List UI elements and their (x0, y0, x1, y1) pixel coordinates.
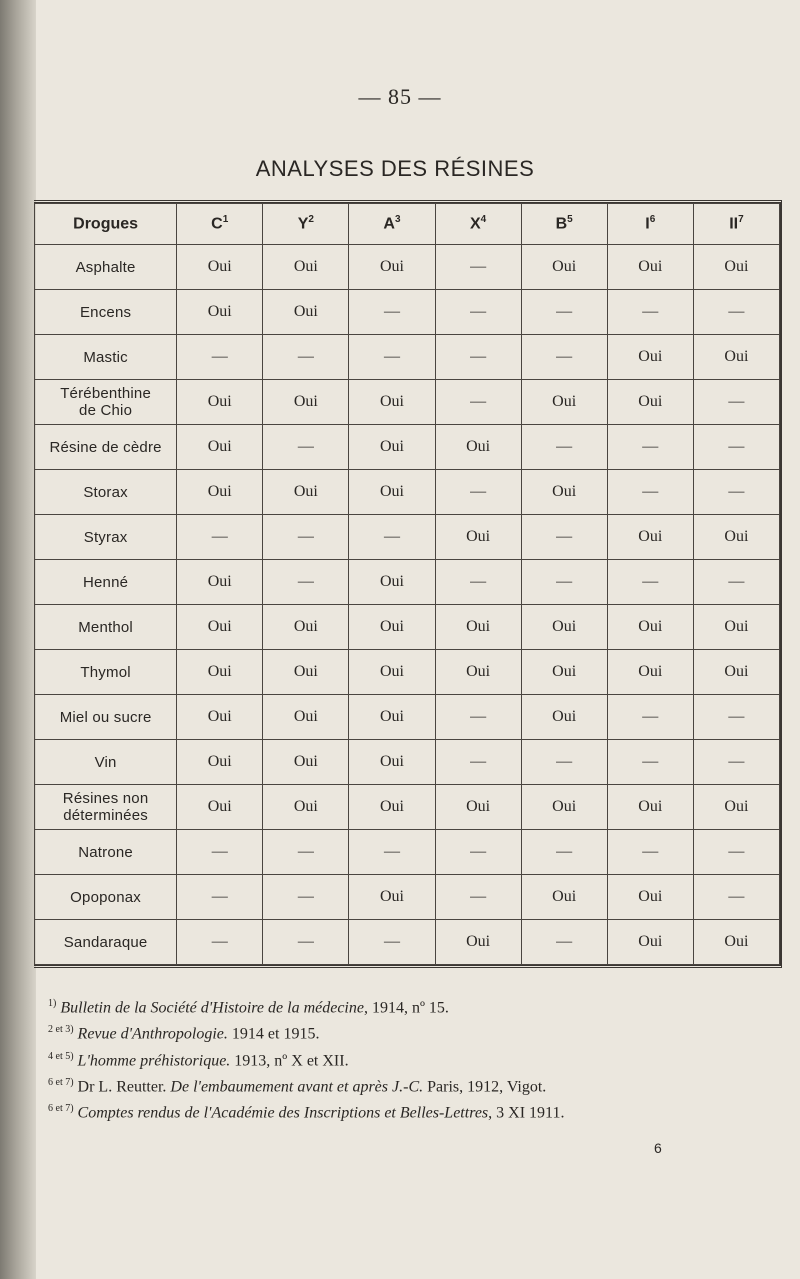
result-cell: — (177, 335, 263, 380)
result-cell: Oui (349, 875, 435, 920)
table-row (35, 380, 780, 425)
result-cell: — (435, 740, 521, 785)
table-row (35, 740, 780, 785)
result-cell: — (435, 695, 521, 740)
result-cell: — (349, 830, 435, 875)
result-cell: Oui (521, 605, 607, 650)
column-header-superscript: 1 (222, 214, 229, 226)
result-cell: — (435, 470, 521, 515)
table-row (35, 290, 780, 335)
column-header-ii7 (693, 204, 779, 245)
result-cell: — (349, 515, 435, 560)
result-cell: Oui (349, 695, 435, 740)
sheet-number: 6 (654, 1140, 662, 1156)
result-cell: — (263, 875, 349, 920)
result-cell: Oui (693, 605, 779, 650)
footnote (48, 1046, 768, 1072)
result-cell: Oui (349, 785, 435, 830)
footnote-detail: 1914 et 1915. (227, 1025, 320, 1043)
table-body (35, 245, 780, 965)
table-header-row (35, 204, 780, 245)
result-cell: Oui (349, 380, 435, 425)
result-cell: Oui (435, 425, 521, 470)
result-cell: — (435, 830, 521, 875)
result-cell: — (435, 335, 521, 380)
result-cell: — (521, 335, 607, 380)
table-row (35, 425, 780, 470)
table-row (35, 650, 780, 695)
result-cell: Oui (349, 560, 435, 605)
result-cell: — (521, 560, 607, 605)
drug-name-cell: Thymol (35, 650, 177, 695)
result-cell: Oui (521, 785, 607, 830)
result-cell: Oui (693, 785, 779, 830)
footnote-title: De l'embaumement avant et après J.-C. (170, 1078, 424, 1096)
result-cell: Oui (263, 470, 349, 515)
result-cell: — (607, 290, 693, 335)
footnote-mark: 4 et 5) (48, 1050, 74, 1062)
footnote (48, 1072, 768, 1098)
result-cell: Oui (263, 605, 349, 650)
result-cell: — (607, 470, 693, 515)
result-cell: Oui (263, 290, 349, 335)
table-row (35, 830, 780, 875)
result-cell: — (435, 290, 521, 335)
result-cell: Oui (177, 605, 263, 650)
column-header-superscript: 7 (738, 214, 744, 226)
footnote-mark: 1) (48, 998, 57, 1009)
result-cell: — (177, 875, 263, 920)
drug-name-cell: Henné (35, 560, 177, 605)
result-cell: Oui (349, 425, 435, 470)
footnote-mark: 6 et 7) (48, 1076, 74, 1088)
column-header-label: I (645, 215, 650, 233)
result-cell: Oui (435, 650, 521, 695)
table-row (35, 470, 780, 515)
result-cell: — (521, 920, 607, 965)
drug-name-cell: Térébenthine de Chio (35, 380, 177, 425)
result-cell: — (607, 560, 693, 605)
column-header-label: B (555, 215, 568, 233)
footnote (48, 1019, 768, 1045)
result-cell: Oui (177, 560, 263, 605)
result-cell: — (435, 380, 521, 425)
result-cell: — (349, 335, 435, 380)
result-cell: Oui (263, 245, 349, 290)
column-header-y2 (263, 204, 349, 245)
footnote-detail: , 3 XI 1911. (488, 1104, 565, 1122)
result-cell: Oui (435, 920, 521, 965)
result-cell: Oui (521, 245, 607, 290)
footnote-author: Dr L. Reutter. (77, 1078, 171, 1096)
column-header-label: X (469, 215, 481, 233)
result-cell: Oui (521, 470, 607, 515)
result-cell: Oui (177, 785, 263, 830)
footnote-title: Revue d'Anthropologie. (77, 1025, 228, 1043)
drug-name-cell: Menthol (35, 605, 177, 650)
drug-name-cell: Storax (35, 470, 177, 515)
column-header-x4 (435, 204, 521, 245)
result-cell: — (177, 830, 263, 875)
result-cell: Oui (607, 650, 693, 695)
result-cell: — (693, 470, 779, 515)
book-spine-shadow (0, 0, 36, 1279)
result-cell: Oui (607, 920, 693, 965)
result-cell: Oui (349, 245, 435, 290)
result-cell: — (521, 740, 607, 785)
column-header-superscript: 5 (567, 214, 573, 226)
result-cell: — (607, 695, 693, 740)
footnote (48, 1098, 768, 1124)
result-cell: Oui (177, 740, 263, 785)
result-cell: Oui (521, 695, 607, 740)
result-cell: — (435, 560, 521, 605)
table-row (35, 875, 780, 920)
result-cell: — (693, 740, 779, 785)
result-cell: — (263, 515, 349, 560)
result-cell: — (607, 830, 693, 875)
result-cell: Oui (693, 335, 779, 380)
drug-name-cell: Miel ou sucre (35, 695, 177, 740)
result-cell: — (521, 830, 607, 875)
result-cell: — (693, 560, 779, 605)
result-cell: Oui (521, 875, 607, 920)
result-cell: Oui (607, 515, 693, 560)
result-cell: Oui (607, 335, 693, 380)
result-cell: Oui (177, 245, 263, 290)
result-cell: — (693, 830, 779, 875)
result-cell: — (693, 875, 779, 920)
column-header-a3 (349, 204, 435, 245)
result-cell: — (263, 560, 349, 605)
result-cell: — (263, 920, 349, 965)
page-number: — 85 — (358, 84, 442, 109)
footnote-detail: , 1914, nº 15. (363, 999, 449, 1017)
result-cell: Oui (607, 245, 693, 290)
result-cell: Oui (349, 650, 435, 695)
table-row (35, 605, 780, 650)
result-cell: Oui (177, 695, 263, 740)
result-cell: — (349, 290, 435, 335)
result-cell: — (263, 425, 349, 470)
column-header-superscript: 3 (394, 214, 401, 226)
result-cell: Oui (607, 875, 693, 920)
result-cell: — (693, 380, 779, 425)
result-cell: — (693, 695, 779, 740)
result-cell: — (607, 425, 693, 470)
result-cell: — (693, 425, 779, 470)
drug-name-cell: Résine de cèdre (35, 425, 177, 470)
table-row (35, 920, 780, 965)
drug-name-cell: Sandaraque (35, 920, 177, 965)
footnote-detail: Paris, 1912, Vigot. (423, 1078, 547, 1096)
column-header-superscript: 6 (649, 214, 656, 226)
result-cell: — (607, 740, 693, 785)
table-row (35, 560, 780, 605)
column-header-drogues (35, 204, 177, 245)
result-cell: Oui (263, 695, 349, 740)
result-cell: — (349, 920, 435, 965)
result-cell: — (435, 245, 521, 290)
result-cell: — (177, 920, 263, 965)
footnote-detail: 1913, nº X et XII. (230, 1051, 349, 1069)
result-cell: Oui (177, 425, 263, 470)
result-cell: Oui (693, 515, 779, 560)
result-cell: Oui (521, 380, 607, 425)
result-cell: — (435, 875, 521, 920)
footnote (48, 993, 768, 1019)
column-header-superscript: 4 (480, 214, 487, 226)
result-cell: — (521, 515, 607, 560)
page-title: ANALYSES DES RÉSINES (255, 156, 535, 181)
result-cell: Oui (177, 650, 263, 695)
footnote-mark: 2 et 3) (48, 1024, 74, 1036)
column-header-c1 (177, 204, 263, 245)
result-cell: — (521, 290, 607, 335)
table-row (35, 335, 780, 380)
drug-name-cell: Styrax (35, 515, 177, 560)
footnote-title: L'homme préhistorique. (77, 1051, 231, 1069)
column-header-label: II (729, 215, 739, 233)
drug-name-cell: Asphalte (35, 245, 177, 290)
result-cell: Oui (521, 650, 607, 695)
column-header-label: Drogues (73, 215, 139, 233)
drug-name-cell: Natrone (35, 830, 177, 875)
column-header-b5 (521, 204, 607, 245)
result-cell: Oui (177, 380, 263, 425)
result-cell: Oui (263, 785, 349, 830)
result-cell: Oui (435, 605, 521, 650)
footnote-title: Bulletin de la Société d'Histoire de la médecine (60, 999, 364, 1017)
result-cell: — (693, 290, 779, 335)
footnote-title: Comptes rendus de l'Académie des Inscriptions et Belles-Lettres (77, 1104, 489, 1122)
result-cell: — (263, 830, 349, 875)
column-header-superscript: 2 (308, 214, 314, 226)
result-cell: Oui (435, 515, 521, 560)
result-cell: Oui (693, 650, 779, 695)
table-row (35, 245, 780, 290)
drug-name-cell: Vin (35, 740, 177, 785)
column-header-label: C (211, 215, 223, 233)
result-cell: Oui (607, 380, 693, 425)
result-cell: Oui (607, 785, 693, 830)
drug-name-cell: Opoponax (35, 875, 177, 920)
result-cell: — (263, 335, 349, 380)
result-cell: Oui (693, 920, 779, 965)
footnote-mark: 6 et 7) (48, 1103, 74, 1115)
column-header-i6 (607, 204, 693, 245)
result-cell: Oui (263, 740, 349, 785)
result-cell: Oui (349, 740, 435, 785)
result-cell: Oui (693, 245, 779, 290)
result-cell: Oui (263, 650, 349, 695)
result-cell: Oui (607, 605, 693, 650)
table-row (35, 785, 780, 830)
result-cell: Oui (435, 785, 521, 830)
drug-name-cell: Résines non déterminées (35, 785, 177, 830)
table-row (35, 695, 780, 740)
drug-name-cell: Encens (35, 290, 177, 335)
column-header-label: A (383, 215, 395, 233)
footnotes (48, 993, 768, 1125)
result-cell: Oui (349, 605, 435, 650)
result-cell: Oui (177, 290, 263, 335)
result-cell: Oui (177, 470, 263, 515)
result-cell: Oui (263, 380, 349, 425)
resin-analysis-table (34, 203, 780, 965)
resin-analysis-table-frame (34, 200, 782, 968)
result-cell: — (177, 515, 263, 560)
table-row (35, 515, 780, 560)
column-header-label: Y (297, 215, 309, 233)
drug-name-cell: Mastic (35, 335, 177, 380)
result-cell: Oui (349, 470, 435, 515)
result-cell: — (521, 425, 607, 470)
